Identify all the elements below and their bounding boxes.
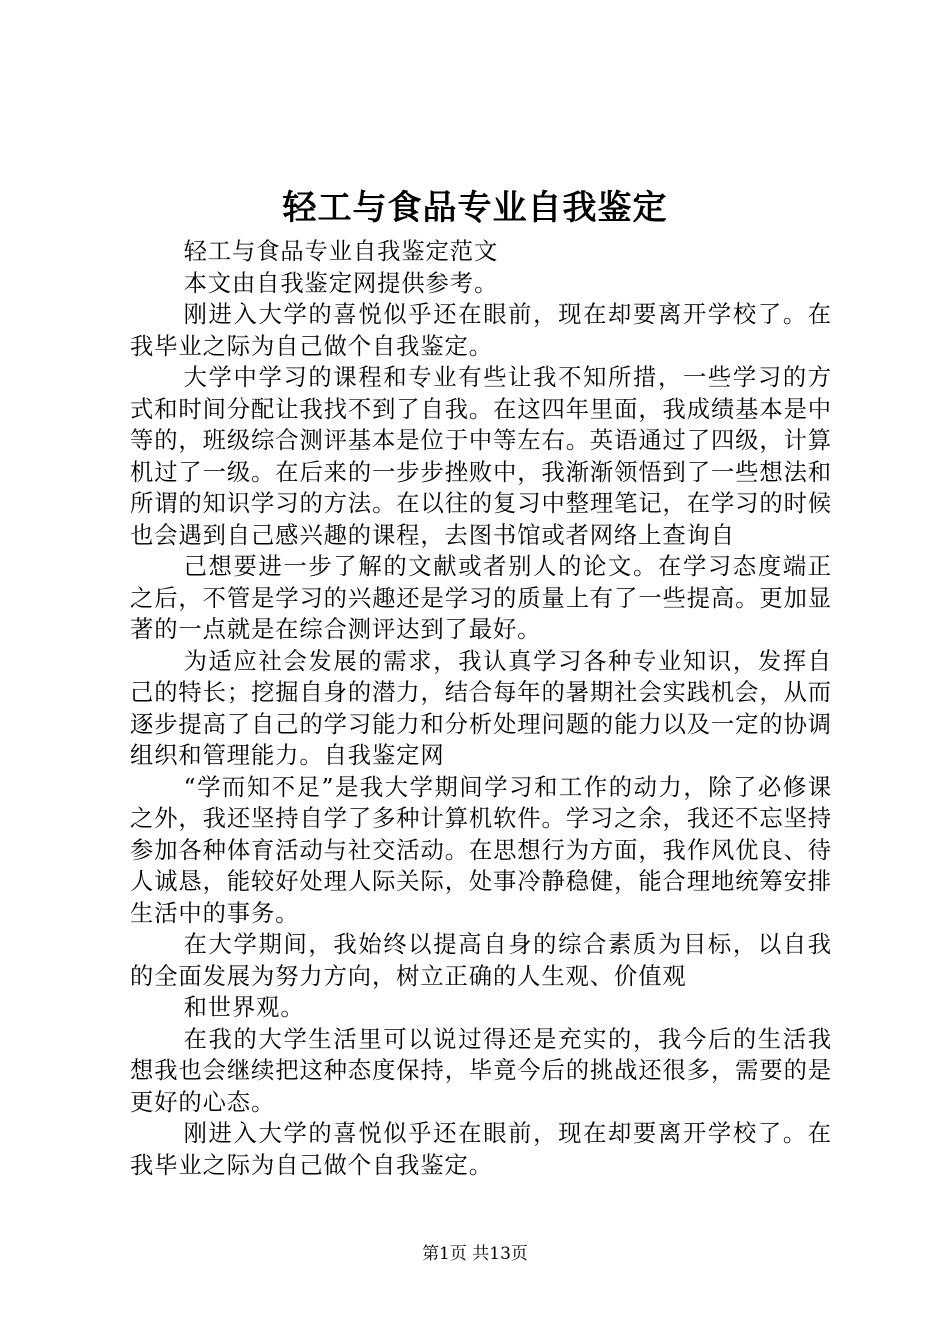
paragraph: 大学中学习的课程和专业有些让我不知所措，一些学习的方式和时间分配让我找不到了自我。在这四年里面，我成绩基本是中等的，班级综合测评基本是位于中等左右。英语通过了四级，计算机过了一级。在后来的一步步挫败中，我渐渐领悟到了一些想法和所谓的知识学习的方法。在以往的复习中整理笔记，在学习的时候也会遇到自己感兴趣的课程，去图书馆或者网络上查询自 bbox=[130, 364, 832, 549]
paragraph: 轻工与食品专业自我鉴定范文 bbox=[183, 238, 499, 265]
paragraph: 和世界观。 bbox=[183, 994, 305, 1021]
paragraph: 刚进入大学的喜悦似乎还在眼前，现在却要离开学校了。在我毕业之际为自己做个自我鉴定。 bbox=[130, 301, 832, 360]
paragraph: 己想要进一步了解的文献或者别人的论文。在学习态度端正之后，不管是学习的兴趣还是学习的质量上有了一些提高。更加显著的一点就是在综合测评达到了最好。 bbox=[130, 553, 832, 643]
paragraph: 刚进入大学的喜悦似乎还在眼前，现在却要离开学校了。在我毕业之际为自己做个自我鉴定。 bbox=[130, 1120, 832, 1179]
paragraph: 为适应社会发展的需求，我认真学习各种专业知识，发挥自己的特长；挖掘自身的潜力，结合每年的暑期社会实践机会，从而逐步提高了自己的学习能力和分析处理问题的能力以及一定的协调组织和管理能力。自我鉴定网 bbox=[130, 647, 832, 769]
paragraph: “学而知不足”是我大学期间学习和工作的动力，除了必修课之外，我还坚持自学了多种计算机软件。学习之余，我还不忘坚持参加各种体育活动与社交活动。在思想行为方面，我作风优良、待人诚恳，能较好处理人际关际，处事冷静稳健，能合理地统筹安排生活中的事务。 bbox=[130, 773, 832, 927]
document-body bbox=[130, 236, 832, 1181]
paragraph: 在我的大学生活里可以说过得还是充实的，我今后的生活我想我也会继续把这种态度保持，毕竟今后的挑战还很多，需要的是更好的心态。 bbox=[130, 1025, 832, 1116]
paragraph: 在大学期间，我始终以提高自身的综合素质为目标，以自我的全面发展为努力方向，树立正确的人生观、价值观 bbox=[130, 931, 832, 990]
page-footer: 第1页 共13页 bbox=[422, 1244, 528, 1264]
paragraph: 本文由自我鉴定网提供参考。 bbox=[183, 269, 499, 297]
document-title: 轻工与食品专业自我鉴定 bbox=[282, 188, 668, 228]
